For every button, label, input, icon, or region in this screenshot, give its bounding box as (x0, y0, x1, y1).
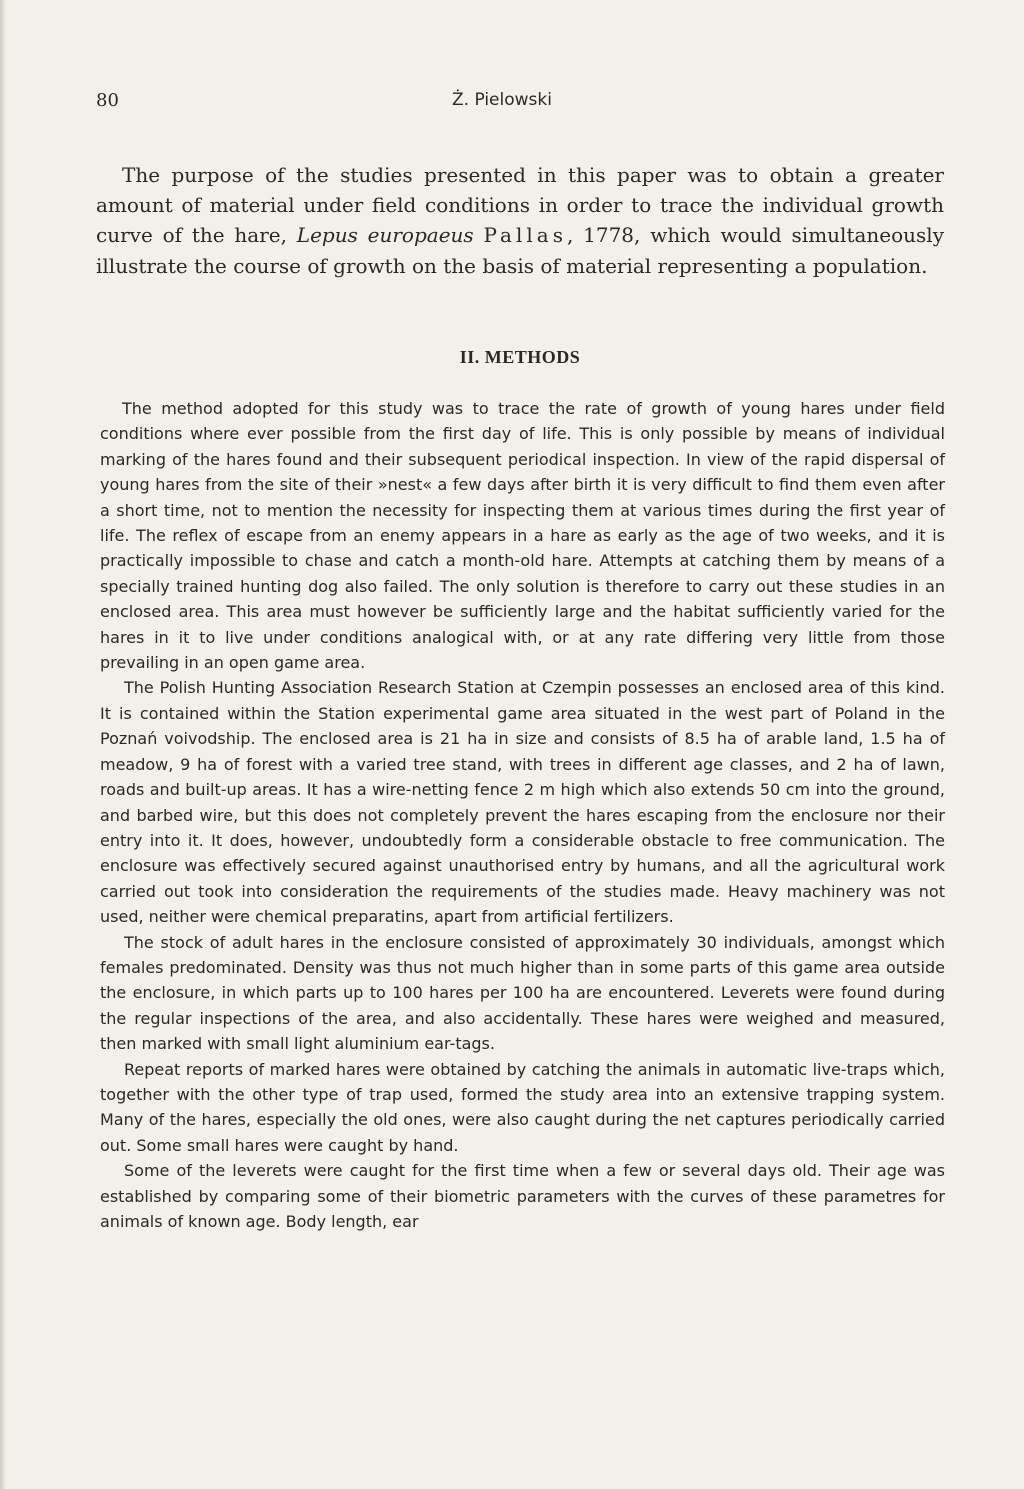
intro-text-before: The purpose of the studies presented in this paper was to obtain a greater amount of material under field conditions in order to trace the individual growth curve of the hare, (96, 163, 944, 248)
section-heading: II. METHODS (459, 347, 581, 367)
species-name: Lepus europaeus (296, 223, 474, 248)
page-header (96, 90, 946, 120)
page-edge-shadow (0, 0, 6, 1489)
paragraph: The Polish Hunting Association Research Station at Czempin possesses an enclosed area of this kind. It is contained within the Station experimental game area situated in the west part of Poland in the Poznań voivodship. The enclosed area is 21 ha in size and consists of 8.5 ha of arable land, 1.5 ha of meadow, 9 ha of forest with a varied tree stand, with trees in different age classes, and 2 ha of lawn, roads and built-up areas. It has a wire-netting fence 2 m high which also extends 50 cm into the ground, and barbed wire, but this does not completely prevent the hares escaping from the enclosure nor their entry into it. It does, however, undoubtedly form a considerable obstacle to free communication. The enclosure was effectively secured against unauthorised entry by humans, and all the agricultural work carried out took into consideration the requirements of the studies made. Heavy machinery was not used, neither were chemical preparatins, apart from artificial fertilizers. (100, 678, 945, 927)
running-head: Ż. Pielowski (452, 90, 552, 110)
species-author: Pallas (483, 223, 567, 248)
paragraph: Some of the leverets were caught for the first time when a few or several days old. Their age was established by comparing some of their biometric parameters with the curves of these parametres for animals of known age. Body length, ear (100, 1161, 945, 1231)
paragraph: The stock of adult hares in the enclosure consisted of approximately 30 individuals, amongst which females predominated. Density was thus not much higher than in some parts of this game area outside the enclosure, in which parts up to 100 hares per 100 ha are encountered. Leverets were found during the regular inspections of the area, and also accidentally. These hares were weighed and measured, then marked with small light aluminium ear-tags. (100, 932, 945, 1054)
paragraph: Repeat reports of marked hares were obtained by catching the animals in automatic live-traps which, together with the other type of trap used, formed the study area into an extensive trapping system. Many of the hares, especially the old ones, were also caught during the net captures periodically carried out. Some small hares were caught by hand. (100, 1059, 945, 1155)
paragraph: The method adopted for this study was to trace the rate of growth of young hares under field conditions where ever possible from the first day of life. This is only possible by means of individual marking of the hares found and their subsequent periodical inspection. In view of the rapid dispersal of young hares from the site of their »nest« a few days after birth it is very difficult to find them even after a short time, not to mention the necessity for inspecting them at various times during the first year of life. The reflex of escape from an enemy appears in a hare as early as the age of two weeks, and it is practically impossible to chase and catch a month-old hare. Attempts at catching them by means of a specially trained hunting dog also failed. The only solution is therefore to carry out these studies in an enclosed area. This area must however be sufficiently large and the habitat sufficiently varied for the hares in it to live under conditions analogical with, or at any rate differing very little from those prevailing in an open game area. (100, 399, 945, 673)
page-number: 80 (96, 90, 119, 111)
intro-paragraph (96, 160, 944, 281)
intro-text-after: , 1778, which would simultaneously illustrate the course of growth on the basis of material representing a population. (96, 223, 944, 278)
methods-body (100, 396, 945, 1234)
